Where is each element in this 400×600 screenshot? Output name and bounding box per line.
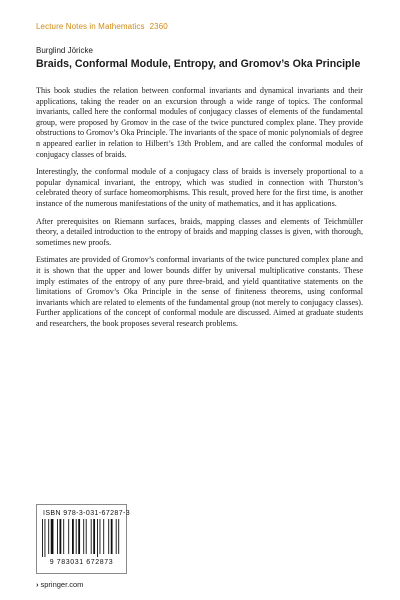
publisher-url: springer.com [40, 580, 84, 589]
book-title: Braids, Conformal Module, Entropy, and Gromov’s Oka Principle [36, 58, 361, 70]
barcode-digits: 9 783031 672873 [49, 559, 114, 566]
blurb [36, 86, 363, 336]
author-name: Burglind Jöricke [36, 46, 93, 55]
publisher-link[interactable] [36, 580, 83, 589]
blurb-paragraph: Estimates are provided of Gromov’s conformal invariants of the twice punctured complex plane and it is shown that the upper and lower bounds differ by universal multiplicative constants. These imply estimates of the entropy of any pure three-braid, and yield quantitative statements on the limitations of Gromov’s Oka Principle in the sense of finiteness theorems, using conformal invariants which are related to elements of the fundamental group (not merely to conjugacy classes). Further applications of the concept of conformal module are discussed. Aimed at graduate students and researchers, the book proposes several research problems. [36, 255, 363, 328]
arrow-right-icon: › [36, 580, 39, 589]
series-volume: 2360 [149, 22, 168, 31]
barcode-panel [36, 504, 131, 574]
barcode-graphic [41, 519, 122, 557]
isbn-label: ISBN 978-3-031-67287-3 [43, 510, 131, 517]
series-line [36, 22, 168, 31]
blurb-paragraph: After prerequisites on Riemann surfaces, braids, mapping classes and elements of Teichmüller theory, a detailed introduction to the entropy of braids and mapping classes is given, with thorough, sometimes new proofs. [36, 216, 363, 247]
blurb-paragraph: This book studies the relation between conformal invariants and dynamical invariants and their applications, taking the reader on an excursion through a wide range of topics. The conformal invariants, called here the conformal modules of conjugacy classes of elements of the fundamental group, were proposed by Gromov in the case of the twice punctured complex plane. They provide obstructions to Gromov’s Oka Principle. The invariants of the space of monic polynomials of degree n appeared earlier in relation to Hilbert’s 13th Problem, and are called the conformal modules of conjugacy classes of braids. [36, 86, 363, 159]
blurb-paragraph: Interestingly, the conformal module of a conjugacy class of braids is inversely proportional to a popular dynamical invariant, the entropy, which was studied in connection with Thurston’s celebrated theory of surface homeomorphisms. This result, proved here for the first time, is another instance of the numerous manifestations of the unity of mathematics, and it has applications. [36, 167, 363, 208]
series-name: Lecture Notes in Mathematics [36, 22, 145, 31]
